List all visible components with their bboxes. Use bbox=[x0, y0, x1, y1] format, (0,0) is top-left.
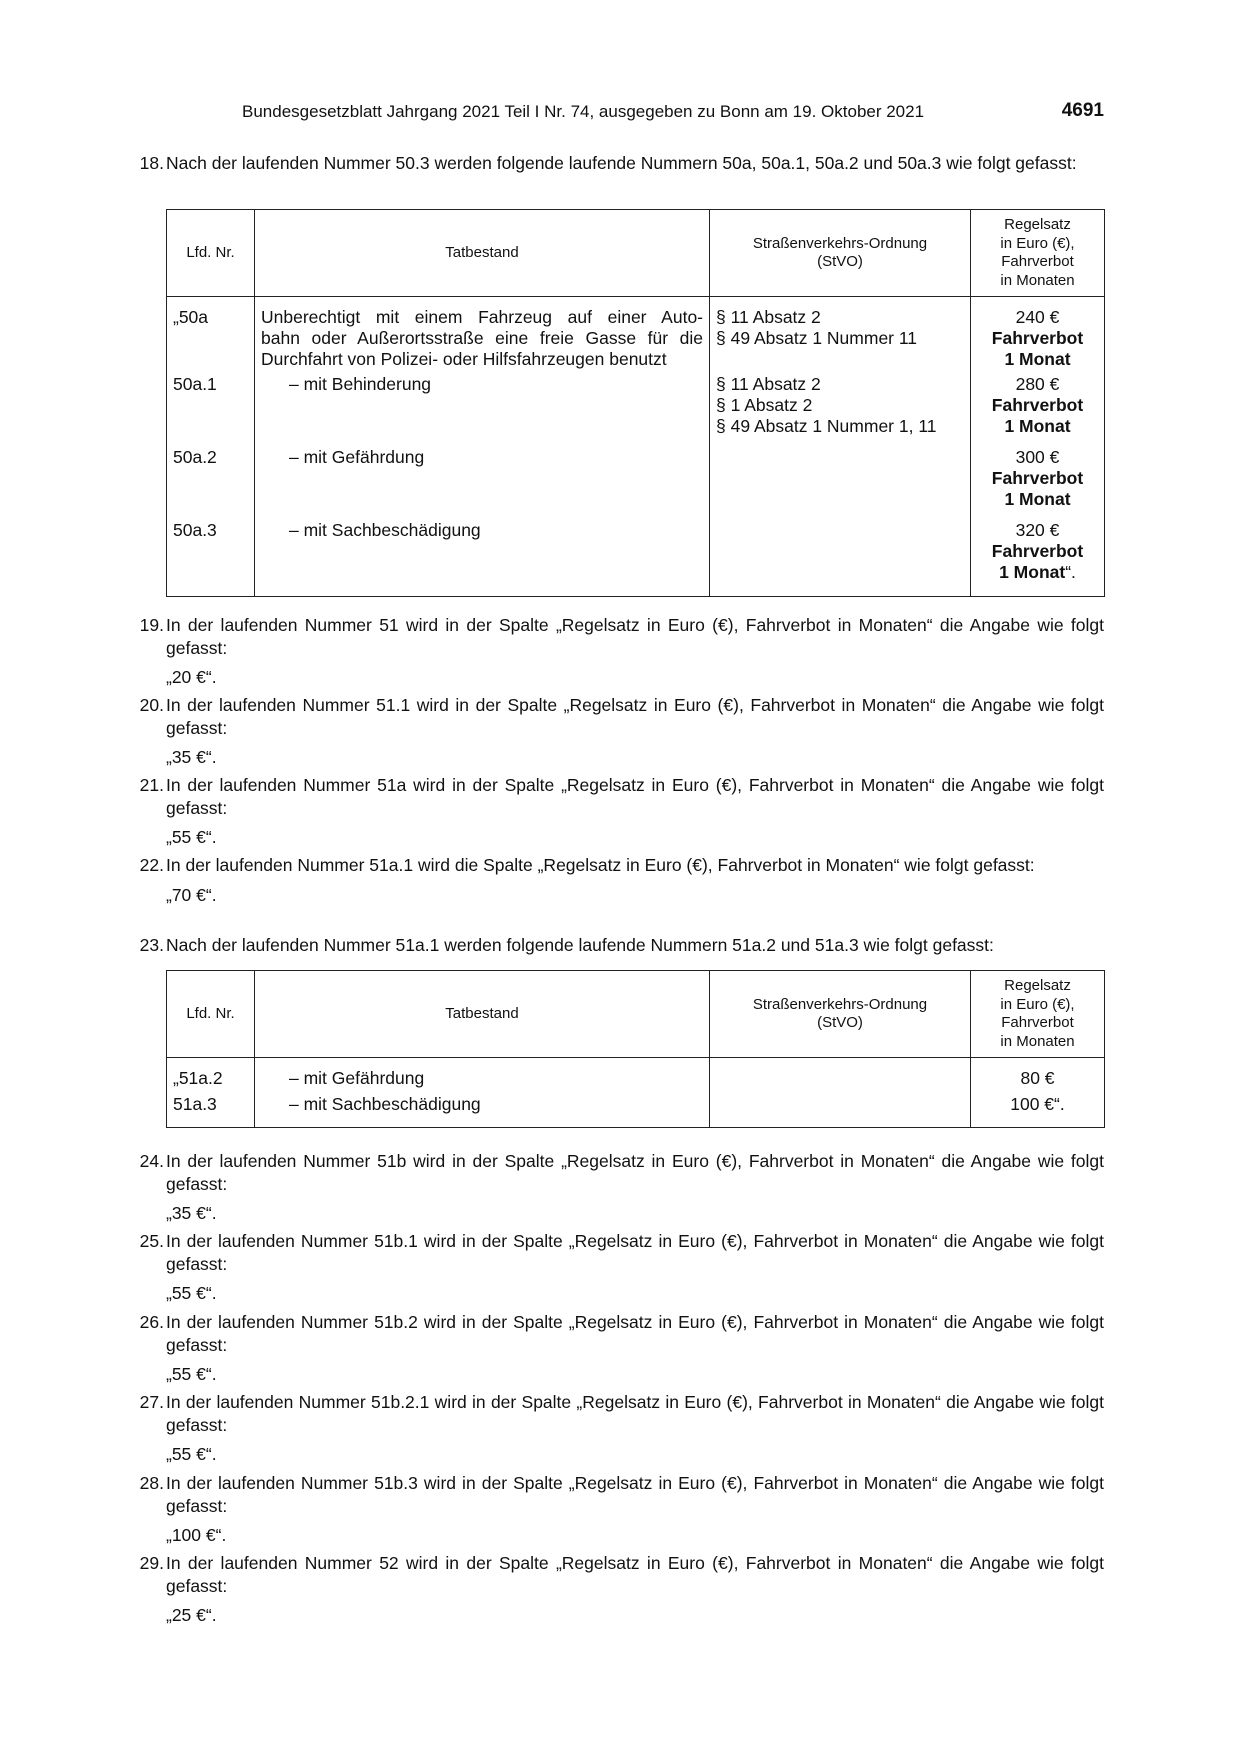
table-row bbox=[167, 1090, 1105, 1128]
list-item-28 bbox=[130, 1472, 1104, 1547]
list-item-27 bbox=[130, 1391, 1104, 1466]
cell-stvo bbox=[710, 1058, 971, 1090]
cell-tatbestand: – mit Gefährdung bbox=[255, 443, 710, 516]
list-item-21 bbox=[130, 774, 1104, 849]
cell-regelsatz: 100 €“. bbox=[971, 1090, 1105, 1128]
item-text: In der laufenden Nummer 52 wird in der Spalte „Regelsatz in Euro (€), Fahrverbot in Monaten“ die Angabe wie folgt gefasst: bbox=[166, 1553, 1104, 1596]
amendment-table-50a bbox=[166, 209, 1105, 597]
item-value: „25 €“. bbox=[166, 1605, 217, 1625]
item-number: 20. bbox=[139, 695, 164, 715]
item-text: In der laufenden Nummer 51b.2.1 wird in der Spalte „Regelsatz in Euro (€), Fahrverbot in Monaten“ die Angabe wie folgt gefasst: bbox=[166, 1392, 1104, 1435]
col-header-lfd-nr: Lfd. Nr. bbox=[167, 971, 255, 1058]
item-value: „55 €“. bbox=[166, 1444, 217, 1464]
item-text: In der laufenden Nummer 51 wird in der Spalte „Regelsatz in Euro (€), Fahrverbot in Monaten“ die Angabe wie folgt gefasst: bbox=[166, 615, 1104, 658]
cell-lfd-nr: 50a.2 bbox=[167, 443, 255, 516]
col-header-stvo: Straßenverkehrs-Ordnung (StVO) bbox=[710, 210, 971, 297]
table-row bbox=[167, 1058, 1105, 1090]
list-item-22 bbox=[130, 854, 1104, 906]
item-number: 29. bbox=[139, 1553, 164, 1573]
list-item-24 bbox=[130, 1150, 1104, 1225]
cell-stvo: § 11 Absatz 2 § 49 Absatz 1 Nummer 11 bbox=[710, 297, 971, 371]
col-header-tatbestand: Tatbestand bbox=[255, 210, 710, 297]
item-text: In der laufenden Nummer 51b.3 wird in der Spalte „Regelsatz in Euro (€), Fahrverbot in Monaten“ die Angabe wie folgt gefasst: bbox=[166, 1473, 1104, 1516]
cell-stvo bbox=[710, 1090, 971, 1128]
cell-tatbestand: – mit Gefährdung bbox=[255, 1058, 710, 1090]
item-number: 21. bbox=[139, 775, 164, 795]
item-text: Nach der laufenden Nummer 50.3 werden folgende laufende Nummern 50a, 50a.1, 50a.2 und 50a.3 wie folgt gefasst: bbox=[166, 153, 1077, 173]
item-value: „55 €“. bbox=[166, 827, 217, 847]
col-header-regelsatz: Regelsatz in Euro (€), Fahrverbot in Monaten bbox=[971, 210, 1105, 297]
cell-lfd-nr: 50a.3 bbox=[167, 516, 255, 596]
cell-stvo bbox=[710, 443, 971, 516]
cell-regelsatz: 240 € Fahrverbot 1 Monat bbox=[971, 297, 1105, 371]
item-value: „35 €“. bbox=[166, 1203, 217, 1223]
cell-regelsatz: 80 € bbox=[971, 1058, 1105, 1090]
item-value: „35 €“. bbox=[166, 747, 217, 767]
item-value: „20 €“. bbox=[166, 667, 217, 687]
running-title: Bundesgesetzblatt Jahrgang 2021 Teil I Nr. 74, ausgegeben zu Bonn am 19. Oktober 2021 bbox=[242, 102, 925, 121]
item-value: „100 €“. bbox=[166, 1525, 227, 1545]
col-header-regelsatz: Regelsatz in Euro (€), Fahrverbot in Monaten bbox=[971, 971, 1105, 1058]
list-item-23 bbox=[130, 934, 1104, 957]
cell-lfd-nr: 50a.1 bbox=[167, 370, 255, 443]
table-row bbox=[167, 370, 1105, 443]
cell-stvo bbox=[710, 516, 971, 596]
cell-stvo: § 11 Absatz 2 § 1 Absatz 2 § 49 Absatz 1 Nummer 1, 11 bbox=[710, 370, 971, 443]
item-text: In der laufenden Nummer 51b.1 wird in der Spalte „Regelsatz in Euro (€), Fahrverbot in Monaten“ die Angabe wie folgt gefasst: bbox=[166, 1231, 1104, 1274]
cell-lfd-nr: 51a.3 bbox=[167, 1090, 255, 1128]
list-item-18 bbox=[130, 152, 1104, 175]
cell-tatbestand: – mit Sachbeschädigung bbox=[255, 516, 710, 596]
col-header-stvo: Straßenverkehrs-Ordnung (StVO) bbox=[710, 971, 971, 1058]
table-header-row bbox=[167, 210, 1105, 297]
item-number: 24. bbox=[139, 1151, 164, 1171]
list-item-20 bbox=[130, 694, 1104, 769]
item-text: In der laufenden Nummer 51b.2 wird in der Spalte „Regelsatz in Euro (€), Fahrverbot in Monaten“ die Angabe wie folgt gefasst: bbox=[166, 1312, 1104, 1355]
item-value: „55 €“. bbox=[166, 1364, 217, 1384]
list-item-25 bbox=[130, 1230, 1104, 1305]
table-header-row bbox=[167, 971, 1105, 1058]
item-text: In der laufenden Nummer 51b wird in der Spalte „Regelsatz in Euro (€), Fahrverbot in Monaten“ die Angabe wie folgt gefasst: bbox=[166, 1151, 1104, 1194]
item-text: Nach der laufenden Nummer 51a.1 werden folgende laufende Nummern 51a.2 und 51a.3 wie folgt gefasst: bbox=[166, 935, 994, 955]
cell-regelsatz: 320 € Fahrverbot 1 Monat“. bbox=[971, 516, 1105, 596]
col-header-tatbestand: Tatbestand bbox=[255, 971, 710, 1058]
item-text: In der laufenden Nummer 51a wird in der Spalte „Regelsatz in Euro (€), Fahrverbot in Monaten“ die Angabe wie folgt gefasst: bbox=[166, 775, 1104, 818]
item-number: 26. bbox=[139, 1312, 164, 1332]
item-text: In der laufenden Nummer 51a.1 wird die Spalte „Regelsatz in Euro (€), Fahrverbot in Monaten“ wie folgt gefasst: bbox=[166, 855, 1035, 875]
item-value: „55 €“. bbox=[166, 1283, 217, 1303]
list-item-26 bbox=[130, 1311, 1104, 1386]
cell-tatbestand: – mit Sachbeschädigung bbox=[255, 1090, 710, 1128]
item-number: 23. bbox=[139, 935, 164, 955]
cell-tatbestand: – mit Behinderung bbox=[255, 370, 710, 443]
cell-tatbestand: Unberechtigt mit einem Fahrzeug auf einer Auto- bahn oder Außerortsstraße eine freie Gasse für die Durchfahrt von Polizei- oder Hilfsfahrzeugen benutzt bbox=[255, 297, 710, 371]
table-row bbox=[167, 297, 1105, 371]
cell-lfd-nr: „51a.2 bbox=[167, 1058, 255, 1090]
list-item-19 bbox=[130, 614, 1104, 689]
item-number: 22. bbox=[139, 855, 164, 875]
amendment-table-51a bbox=[166, 970, 1105, 1128]
page-header bbox=[166, 100, 1104, 124]
page-number: 4691 bbox=[1061, 100, 1104, 121]
item-number: 27. bbox=[139, 1392, 164, 1412]
item-value: „70 €“. bbox=[166, 884, 217, 905]
table-row bbox=[167, 443, 1105, 516]
item-number: 18. bbox=[139, 153, 164, 173]
item-number: 19. bbox=[139, 615, 164, 635]
table-row bbox=[167, 516, 1105, 596]
col-header-lfd-nr: Lfd. Nr. bbox=[167, 210, 255, 297]
item-number: 28. bbox=[139, 1473, 164, 1493]
item-text: In der laufenden Nummer 51.1 wird in der Spalte „Regelsatz in Euro (€), Fahrverbot in Monaten“ die Angabe wie folgt gefasst: bbox=[166, 695, 1104, 738]
list-item-29 bbox=[130, 1552, 1104, 1627]
cell-regelsatz: 300 € Fahrverbot 1 Monat bbox=[971, 443, 1105, 516]
item-number: 25. bbox=[139, 1231, 164, 1251]
cell-lfd-nr: „50a bbox=[167, 297, 255, 371]
cell-regelsatz: 280 € Fahrverbot 1 Monat bbox=[971, 370, 1105, 443]
